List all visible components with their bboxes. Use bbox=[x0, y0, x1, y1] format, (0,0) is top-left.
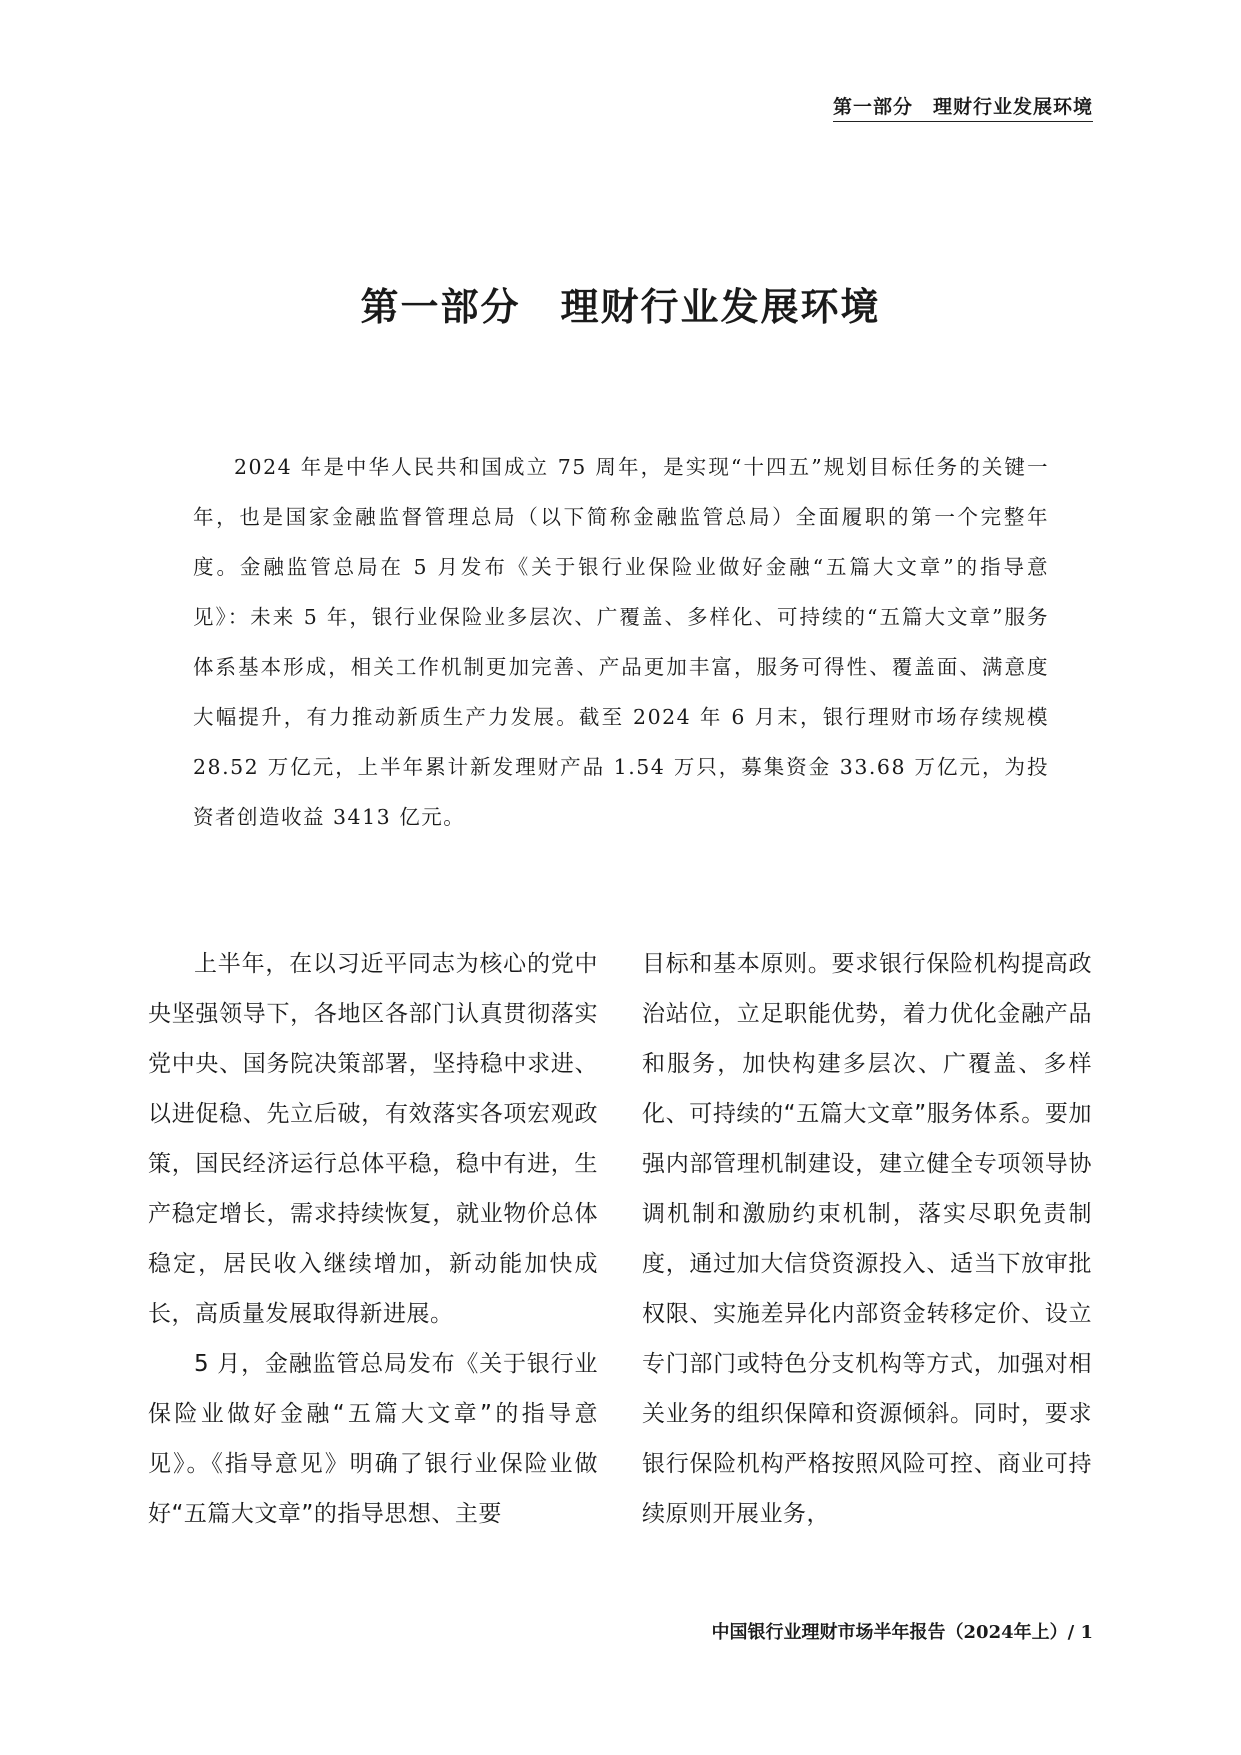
page-title: 第一部分 理财行业发展环境 bbox=[360, 284, 881, 329]
page-footer: 中国银行业理财市场半年报告（2024年上）/ 1 bbox=[711, 1622, 1093, 1643]
body-paragraph: 5 月，金融监管总局发布《关于银行业保险业做好金融“五篇大文章”的指导意见》。《指导意见》明确了银行业保险业做好“五篇大文章”的指导思想、主要 bbox=[148, 1351, 598, 1527]
body-right-column bbox=[642, 939, 1092, 1539]
abstract-paragraph: 2024 年是中华人民共和国成立 75 周年，是实现“十四五”规划目标任务的关键一年，也是国家金融监督管理总局（以下简称金融监管总局）全面履职的第一个完整年度。金融监管总局在 5 月发布《关于银行业保险业做好金融“五篇大文章”的指导意见》：未来 5 年，银行业保险业多层次、广覆盖、多样化、可持续的“五篇大文章”服务体系基本形成，相关工作机制更加完善、产品更加丰富，服务可得性、覆盖面、满意度大幅提升，有力推动新质生产力发展。截至 2024 年 6 月末，银行理财市场存续规模 28.52 万亿元，上半年累计新发理财产品 1.54 万只，募集资金 33.68 万亿元，为投资者创造收益 3413 亿元。 bbox=[193, 455, 1049, 829]
running-header: 第一部分 理财行业发展环境 bbox=[833, 92, 1093, 122]
body-left-column bbox=[148, 939, 598, 1539]
body-paragraph: 目标和基本原则。要求银行保险机构提高政治站位，立足职能优势，着力优化金融产品和服务，加快构建多层次、广覆盖、多样化、可持续的“五篇大文章”服务体系。要加强内部管理机制建设，建立健全专项领导协调机制和激励约束机制，落实尽职免责制度，通过加大信贷资源投入、适当下放审批权限、实施差异化内部资金转移定价、设立专门部门或特色分支机构等方式，加强对相关业务的组织保障和资源倾斜。同时，要求银行保险机构严格按照风险可控、商业可持续原则开展业务， bbox=[642, 951, 1092, 1527]
body-paragraph: 上半年，在以习近平同志为核心的党中央坚强领导下，各地区各部门认真贯彻落实党中央、国务院决策部署，坚持稳中求进、以进促稳、先立后破，有效落实各项宏观政策，国民经济运行总体平稳，稳中有进，生产稳定增长，需求持续恢复，就业物价总体稳定，居民收入继续增加，新动能加快成长，高质量发展取得新进展。 bbox=[148, 951, 598, 1327]
